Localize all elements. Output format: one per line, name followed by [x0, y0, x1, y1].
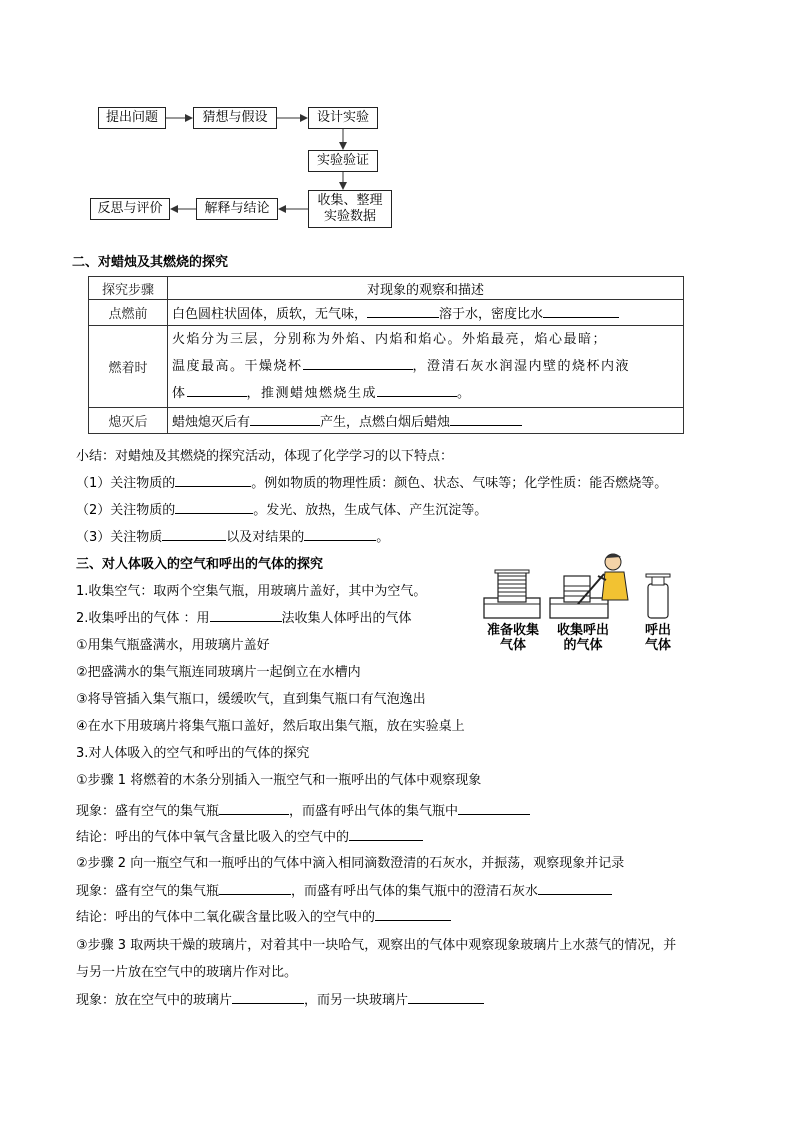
step-collect-breath: 2.收集呼出的气体 ：用 法收集人体呼出的气体	[76, 611, 412, 626]
table-step-after: 熄灭后	[89, 408, 168, 434]
fill-blank[interactable]	[377, 384, 457, 397]
table-desc-burning: 火焰分为三层，分别称为外焰、内焰和焰心。外焰最亮，焰心最暗； 温度最高。干燥烧杯 ，澄清石灰水润湿内壁的烧杯内液 体 ，推测蜡烛燃烧生成 。	[168, 326, 684, 408]
collect-step-2: ②把盛满水的集气瓶连同玻璃片一起倒立在水槽内	[76, 665, 361, 680]
fill-blank[interactable]	[458, 802, 530, 815]
flow-box-verify: 实验验证	[308, 150, 378, 172]
fill-blank[interactable]	[538, 882, 612, 895]
caption-collecting: 收集呼出 的气体	[556, 623, 609, 653]
fill-blank[interactable]	[543, 305, 619, 318]
flow-box-ask: 提出问题	[98, 107, 166, 129]
fill-blank[interactable]	[349, 828, 423, 841]
collect-step-4: ④在水下用玻璃片将集气瓶口盖好，然后取出集气瓶，放在实验桌上	[76, 719, 465, 734]
fill-blank[interactable]	[375, 908, 451, 921]
step-compare: 3.对人体吸入的空气和呼出的气体的探究	[76, 746, 310, 761]
blowing-person-icon	[550, 554, 628, 618]
flow-box-design: 设计实验	[308, 107, 378, 129]
section2-heading: 二、对蜡烛及其燃烧的探究	[72, 255, 229, 270]
fill-blank[interactable]	[408, 991, 484, 1004]
compare-step-3-cont: 与另一片放在空气中的玻璃片作对比。	[76, 965, 298, 980]
table-header-desc: 对现象的观察和描述	[168, 277, 684, 300]
compare-step-2: ②步骤 2 向一瓶空气和一瓶呼出的气体中滴入相同滴数澄清的石灰水，并振荡，观察现象并记录	[76, 856, 625, 871]
table-row	[89, 326, 684, 408]
table-row	[89, 408, 684, 434]
fill-blank[interactable]	[210, 609, 282, 622]
caption-prepare: 准备收集 气体	[486, 623, 539, 653]
compare-step-3: ③步骤 3 取两块干燥的玻璃片，对着其中一块哈气，观察出的气体中观察现象玻璃片上水蒸气的情况，并	[76, 938, 677, 953]
fill-blank[interactable]	[367, 305, 439, 318]
compare-step-1: ①步骤 1 将燃着的木条分别插入一瓶空气和一瓶呼出的气体中观察现象	[76, 773, 482, 788]
fill-blank[interactable]	[304, 528, 376, 541]
table-step-burning: 燃着时	[89, 326, 168, 408]
fill-blank[interactable]	[303, 357, 413, 370]
step-collect-air: 1.收集空气：取两个空集气瓶，用玻璃片盖好，其中为空气。	[76, 584, 427, 599]
candle-table	[88, 276, 684, 434]
collect-step-1: ①用集气瓶盛满水，用玻璃片盖好	[76, 638, 270, 653]
observation-1: 现象：盛有空气的集气瓶 ，而盛有呼出气体的集气瓶中	[76, 800, 530, 819]
table-desc-after: 蜡烛熄灭后有 产生，点燃白烟后蜡烛	[168, 408, 684, 434]
observation-2: 现象：盛有空气的集气瓶 ，而盛有呼出气体的集气瓶中的澄清石灰水	[76, 880, 612, 899]
fill-blank[interactable]	[450, 413, 522, 426]
table-header-step: 探究步骤	[89, 277, 168, 300]
fill-blank[interactable]	[175, 501, 253, 514]
collect-step-3: ③将导管插入集气瓶口，缓缓吹气，直到集气瓶口有气泡逸出	[76, 692, 426, 707]
water-trough-icon	[484, 570, 540, 618]
table-desc-before: 白色圆柱状固体，质软，无气味， 溶于水，密度比水	[168, 300, 684, 326]
section3-heading: 三、对人体吸入的空气和呼出的气体的探究	[76, 557, 324, 572]
flow-box-reflect: 反思与评价	[90, 198, 170, 220]
gas-collection-illustration	[478, 550, 688, 625]
summary-point-1: （1）关注物质的 。例如物质的物理性质：颜色、状态、气味等；化学性质：能否燃烧等。	[76, 476, 668, 491]
summary-point-2: （2）关注物质的 。发光、放热，生成气体、产生沉淀等。	[76, 503, 488, 518]
flow-box-collect: 收集、整理 实验数据	[308, 190, 392, 228]
fill-blank[interactable]	[219, 882, 291, 895]
flow-arrows	[0, 0, 794, 260]
summary-text: 小结：对蜡烛及其燃烧的探究活动，体现了化学学习的以下特点：	[76, 449, 454, 464]
fill-blank[interactable]	[250, 413, 320, 426]
fill-blank[interactable]	[187, 384, 247, 397]
fill-blank[interactable]	[232, 991, 304, 1004]
conclusion-2: 结论：呼出的气体中二氧化碳含量比吸入的空气中的	[76, 906, 451, 925]
observation-3: 现象：放在空气中的玻璃片 ，而另一块玻璃片	[76, 989, 484, 1008]
fill-blank[interactable]	[162, 528, 226, 541]
table-step-before: 点燃前	[89, 300, 168, 326]
fill-blank[interactable]	[219, 802, 289, 815]
gas-bottle-icon	[646, 574, 670, 618]
flow-box-explain: 解释与结论	[196, 198, 278, 220]
fill-blank[interactable]	[175, 474, 251, 487]
table-row	[89, 300, 684, 326]
conclusion-1: 结论：呼出的气体中氧气含量比吸入的空气中的	[76, 826, 423, 845]
caption-exhaled: 呼出 气体	[644, 623, 671, 653]
flow-box-hypothesis: 猜想与假设	[193, 107, 277, 129]
summary-point-3: （3）关注物质 以及对结果的 。	[76, 530, 390, 545]
